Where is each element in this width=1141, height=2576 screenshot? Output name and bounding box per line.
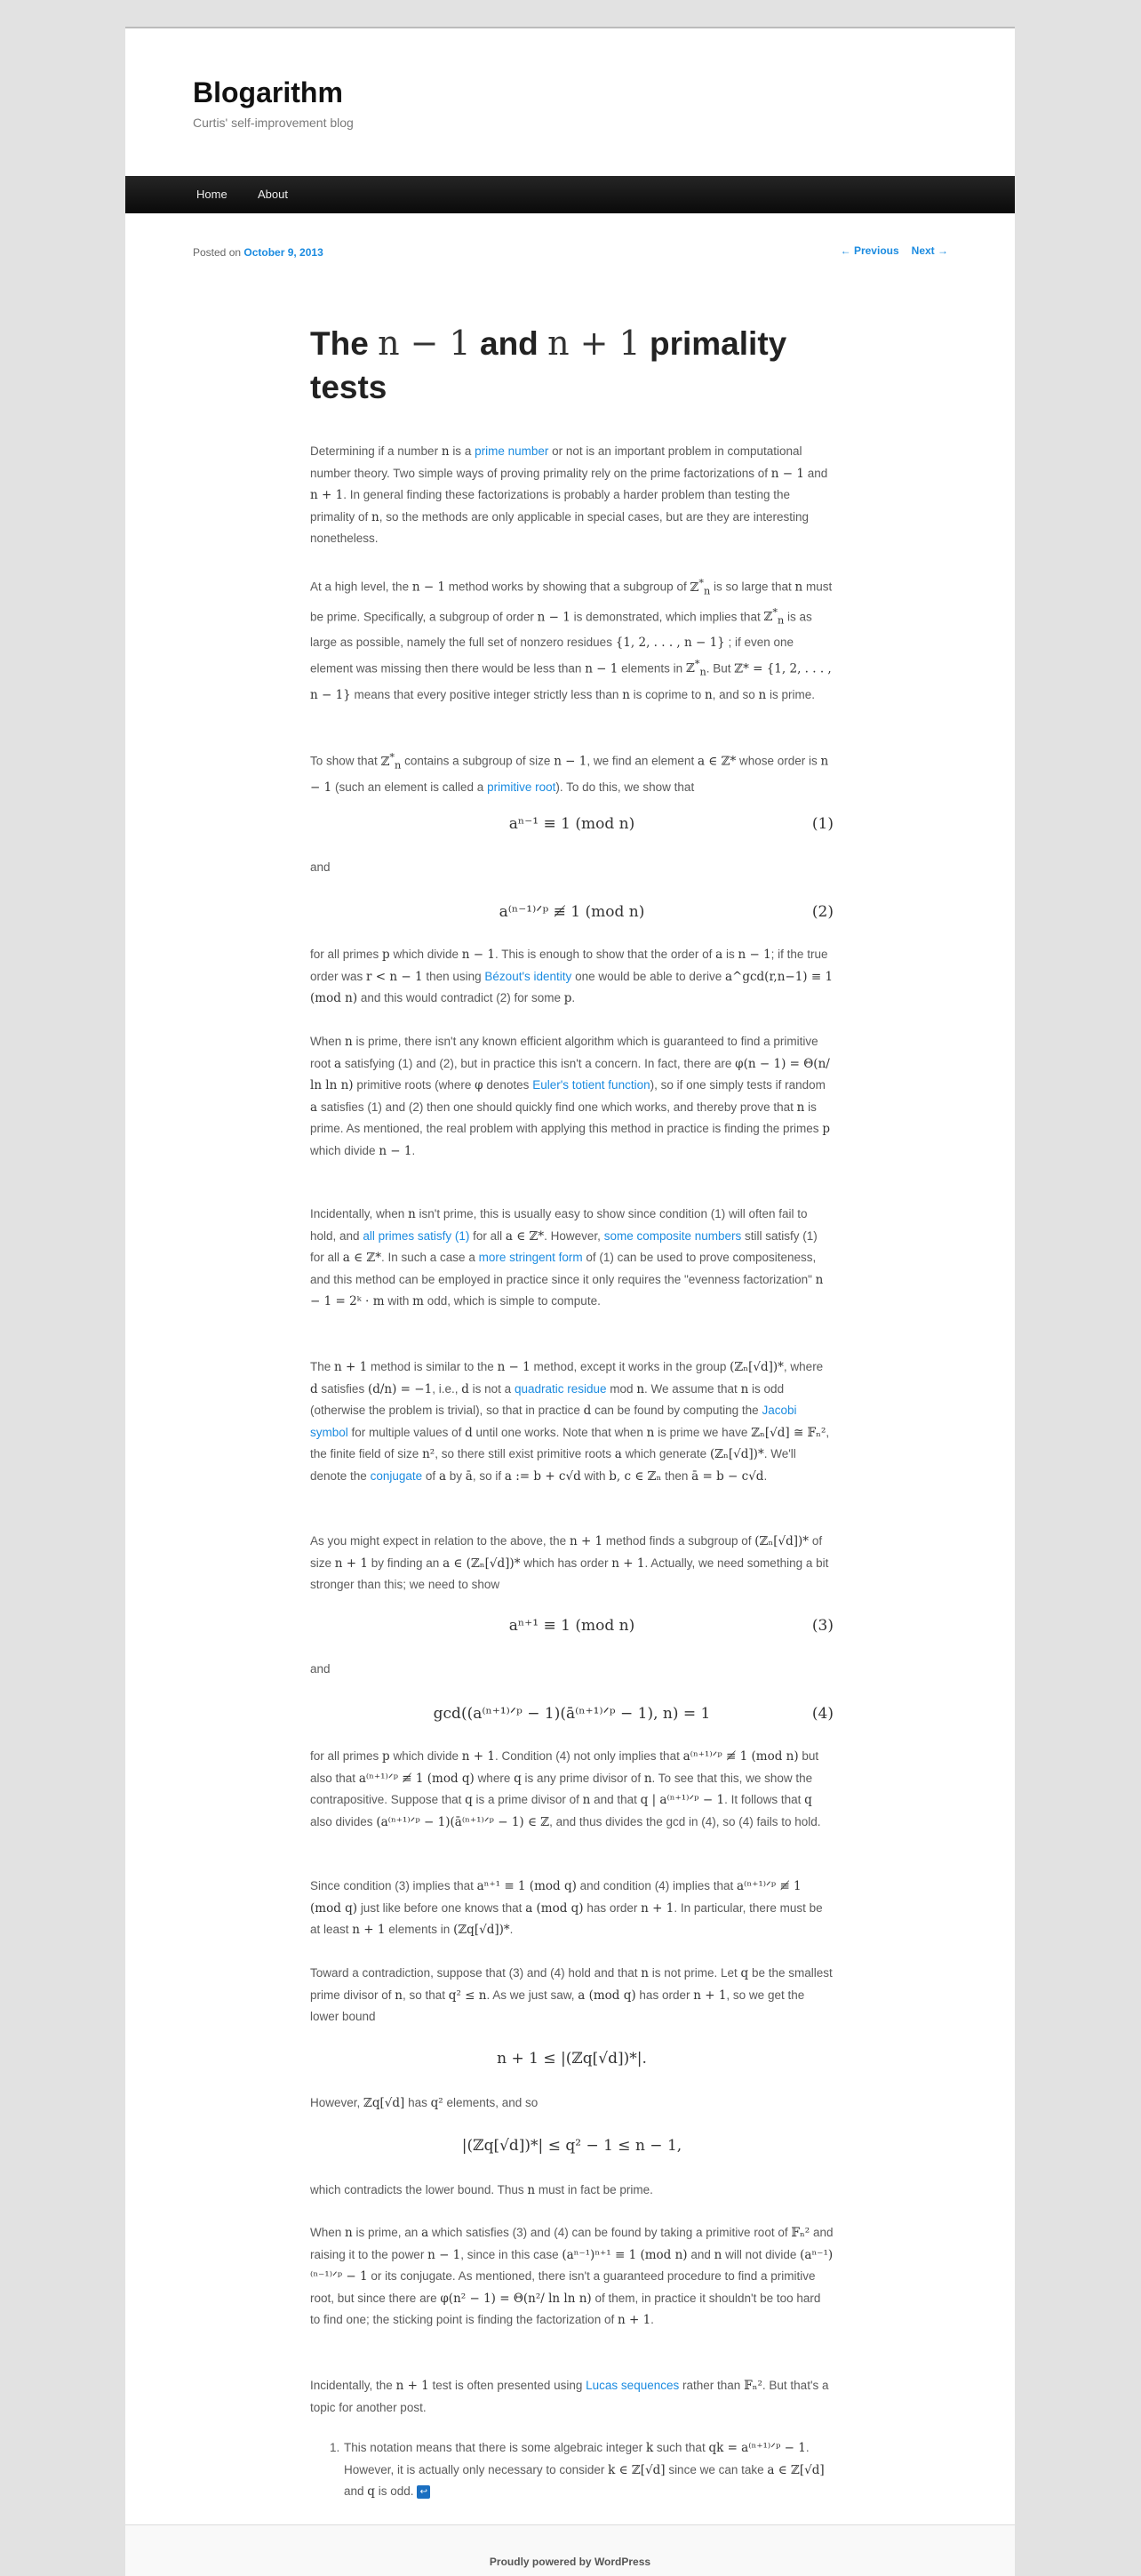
paragraph-14: When n is prime, an a which satisfies (3) and (4) can be found by taking a primitive root of 𝔽ₙ² and raising it to the power n − 1, since in this case (aⁿ⁻¹)ⁿ⁺¹ ≡ 1 (mod n) and n will not divide (aⁿ⁻¹)⁽ⁿ⁻¹⁾ᐟᵖ − 1 or its conjugate. As mentioned, there isn't a guaranteed procedure to find a primitive root, but since there are φ(n² − 1) = Θ(n²/ ln ln n) of them, in practice it shouldn't be too hard to find one; the sticking point is finding the factorization of n + 1.: [310, 2226, 834, 2327]
site-title[interactable]: Blogarithm: [193, 76, 343, 108]
paragraph-1: Determining if a number n is a prime number or not is an important problem in computational number theory. Two simple ways of proving primality rely on the prime factorizations of n − 1 and n + 1. In general finding these factorizations is probably a harder problem than testing the primality of n, so the methods are only applicable in special cases, but are they are interesting nonetheless.: [310, 444, 828, 545]
nav-home[interactable]: Home: [196, 188, 227, 201]
previous-link[interactable]: ← Previous: [840, 244, 899, 257]
carmichael-link[interactable]: some composite numbers: [603, 1228, 742, 1243]
equation-2: a⁽ⁿ⁻¹⁾ᐟᵖ ≢ 1 (mod n) (2): [499, 903, 834, 921]
post-title: The n − 1 and n + 1 primality tests: [310, 324, 787, 405]
next-link[interactable]: Next →: [911, 244, 948, 257]
site-footer: [125, 2524, 1015, 2576]
primitive-root-link[interactable]: primitive root: [487, 780, 556, 794]
paragraph-6: Incidentally, when n isn't prime, this is usually easy to show since condition (1) will often fail to hold, and all primes satisfy (1) for all a ∈ ℤ*. However, some composite numbers still satisfy (1) for all a ∈ ℤ*. In such a case a more stringent form of (1) can be used to prove compositeness, and this method can be employed in practice since it only requires the "evenness factorization" n − 1 = 2ᵏ ⋅ m with m odd, which is simple to compute.: [310, 1207, 824, 1308]
lucas-sequences-link[interactable]: Lucas sequences: [586, 2379, 680, 2392]
paragraph-9: for all primes p which divide n + 1. Condition (4) not only implies that a⁽ⁿ⁺¹⁾ᐟᵖ ≢ 1 (mod n) but also that a⁽ⁿ⁺¹⁾ᐟᵖ ≢ 1 (mod q) where q is any prime divisor of n. To see that this, we show the contrapositive. Suppose that q is a prime divisor of n and that q | a⁽ⁿ⁺¹⁾ᐟᵖ − 1. It follows that q also divides (a⁽ⁿ⁺¹⁾ᐟᵖ − 1)(ā⁽ⁿ⁺¹⁾ᐟᵖ − 1) ∈ ℤ, and thus divides the gcd in (4), so (4) fails to hold.: [310, 1749, 821, 1829]
nav-about[interactable]: About: [258, 188, 288, 201]
conjunction-and: and: [310, 860, 331, 874]
equation-5: n + 1 ≤ |(ℤq[√d])*|.: [497, 2050, 647, 2068]
paragraph-12: However, ℤq[√d] has q² elements, and so: [310, 2096, 539, 2110]
equation-6: |(ℤq[√d])*| ≤ q² − 1 ≤ n − 1,: [461, 2137, 682, 2155]
powered-by-link[interactable]: Proudly powered by WordPress: [489, 2556, 651, 2568]
stringent-form-link[interactable]: more stringent form: [478, 1251, 583, 1264]
euler-totient-link[interactable]: Euler's totient function: [532, 1078, 650, 1092]
post-date-link[interactable]: October 9, 2013: [243, 246, 323, 259]
nav-bar: [125, 176, 1015, 213]
footnote-1: 1. This notation means that there is some algebraic integer k such that qk = a⁽ⁿ⁺¹⁾ᐟᵖ − 1. However, it is actually only necessary to consider k ∈ ℤ[√d] since we can take a ∈ ℤ[√d] and q is odd. ↩: [330, 2441, 825, 2499]
prime-number-link[interactable]: prime number: [475, 444, 549, 458]
jacobi-symbol-link[interactable]: Jacobi symbol: [310, 1404, 797, 1439]
paragraph-5: When n is prime, there isn't any known efficient algorithm which is guaranteed to find a primitive root a satisfying (1) and (2), but in practice this isn't a concern. In fact, there are φ(n − 1) = Θ(n/ ln ln n) primitive roots (where φ denotes Euler's totient function), so if one simply tests if random a satisfies (1) and (2) then one should quickly find one which works, and thereby prove that n is prime. As mentioned, the real problem with applying this method in practice is finding the primes p which divide n − 1.: [310, 1035, 830, 1158]
paragraph-11: Toward a contradiction, suppose that (3) and (4) hold and that n is not prime. Let q be the smallest prime divisor of n, so that q² ≤ n. As we just saw, a (mod q) has order n + 1, so we get the lower bound: [310, 1966, 833, 2023]
bezout-link[interactable]: Bézout's identity: [484, 969, 572, 983]
paragraph-7: The n + 1 method is similar to the n − 1 method, except it works in the group (ℤₙ[√d])*, where d satisfies (d/n) = −1, i.e., d is not a quadratic residue mod n. We assume that n is odd (otherwise the problem is trivial), so that in practice d can be found by computing the Jacobi symbol for multiple values of d until one works. Note that when n is prime we have ℤₙ[√d] ≅ 𝔽ₙ², the finite field of size n², so there still exist primitive roots a which generate (ℤₙ[√d])*. We'll denote the conjugate of a by ā, so if a := b + c√d with b, c ∈ ℤₙ then ā = b − c√d.: [310, 1360, 830, 1484]
post-navigation: [828, 244, 948, 257]
paragraph-15: Incidentally, the n + 1 test is often presented using Lucas sequences rather than 𝔽ₙ². But that's a topic for another post.: [310, 2379, 829, 2414]
paragraph-8: As you might expect in relation to the above, the n + 1 method finds a subgroup of (ℤₙ[√d])* of size n + 1 by finding an a ∈ (ℤₙ[√d])* which has order n + 1. Actually, we need something a bit stronger than this; we need to show: [310, 1534, 829, 1591]
conjunction-and-2: and: [310, 1662, 331, 1676]
conjugate-link[interactable]: conjugate: [370, 1468, 423, 1483]
paragraph-3: To show that ℤ*$_n$ contains a subgroup of size n − 1, we find an element a ∈ ℤ* whose order is n − 1 (such an element is called a primitive root). To do this, we show that: [310, 751, 829, 795]
equation-3: aⁿ⁺¹ ≡ 1 (mod n) (3): [508, 1617, 834, 1635]
quadratic-residue-link[interactable]: quadratic residue: [514, 1381, 607, 1396]
post-meta: Posted on October 9, 2013: [193, 246, 323, 259]
site-description: Curtis' self-improvement blog: [193, 116, 354, 130]
fermat-link[interactable]: all primes satisfy (1): [363, 1228, 470, 1243]
paragraph-2: At a high level, the n − 1 method works by showing that a subgroup of ℤ*$_n$ is so large that n must be prime. Specifically, a subgroup of order n − 1 is demonstrated, which implies that ℤ*$_n$ is as large as possible, namely the full set of nonzero residues {1, 2, . . . , n − 1} ; if even one element was missing then there would be less than n − 1 elements in ℤ*$_n$. But ℤ* = {1, 2, . . . , n − 1} means that every positive integer strictly less than n is coprime to n, and so n is prime.: [310, 577, 833, 702]
footnote-back-icon[interactable]: ↩: [417, 2485, 430, 2499]
page: [125, 27, 1015, 2576]
paragraph-10: Since condition (3) implies that aⁿ⁺¹ ≡ 1 (mod q) and condition (4) implies that a⁽ⁿ⁺¹⁾ᐟᵖ ≢ 1 (mod q) just like before one knows that a (mod q) has order n + 1. In particular, there must be at least n + 1 elements in (ℤq[√d])*.: [310, 1879, 823, 1937]
equation-4: gcd((a⁽ⁿ⁺¹⁾ᐟᵖ − 1)(ā⁽ⁿ⁺¹⁾ᐟᵖ − 1), n) = 1 (4): [433, 1705, 834, 1723]
paragraph-13: which contradicts the lower bound. Thus n must in fact be prime.: [310, 2183, 653, 2197]
equation-1: aⁿ⁻¹ ≡ 1 (mod n) (1): [508, 815, 834, 833]
paragraph-4: for all primes p which divide n − 1. This is enough to show that the order of a is n − 1; if the true order was r < n − 1 then using Bézout's identity one would be able to derive a^gcd(r,n−1) ≡ 1 (mod n) and this would contradict (2) for some p.: [310, 948, 834, 1005]
